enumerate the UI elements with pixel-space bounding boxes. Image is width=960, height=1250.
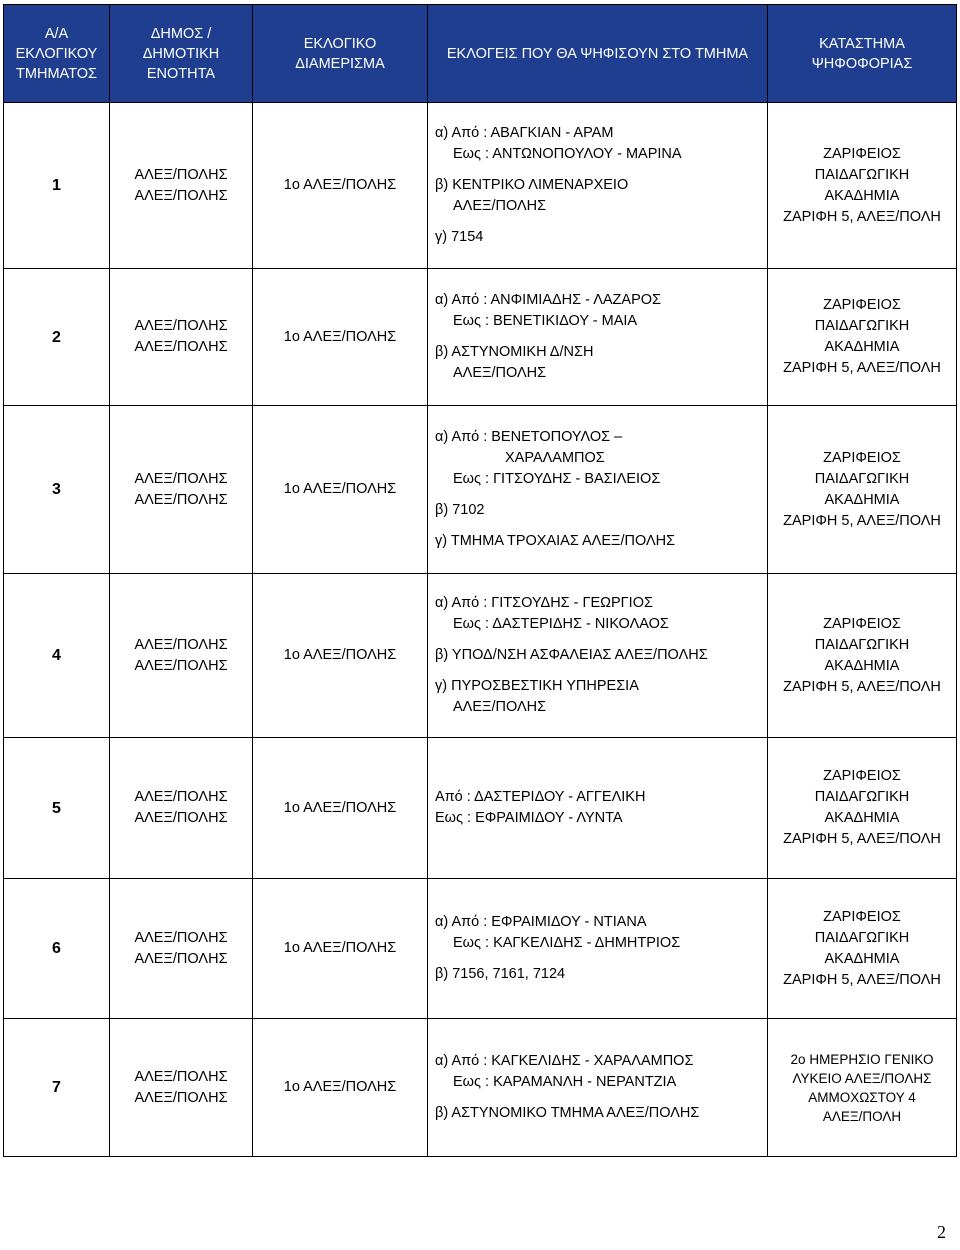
header-row [4,5,957,103]
store-cell: 2ο ΗΜΕΡΗΣΙΟ ΓΕΝΙΚΟ ΛΥΚΕΙΟ ΑΛΕΞ/ΠΟΛΗΣ ΑΜΜΟΧΩΣΤΟΥ 4 ΑΛΕΞ/ΠΟΛΗ [768,1019,957,1157]
dimos-cell: ΑΛΕΞ/ΠΟΛΗΣ ΑΛΕΞ/ΠΟΛΗΣ [110,1019,253,1157]
diamerisma-cell: 1ο ΑΛΕΞ/ΠΟΛΗΣ [253,406,428,574]
dimos-cell: ΑΛΕΞ/ΠΟΛΗΣ ΑΛΕΞ/ΠΟΛΗΣ [110,269,253,406]
dimos-cell: ΑΛΕΞ/ΠΟΛΗΣ ΑΛΕΞ/ΠΟΛΗΣ [110,574,253,738]
page-number: 2 [937,1222,946,1242]
header-voters: ΕΚΛΟΓΕΙΣ ΠΟΥ ΘΑ ΨΗΦΙΣΟΥΝ ΣΤΟ ΤΜΗΜΑ [428,5,768,103]
voters-cell: Από : ΔΑΣΤΕΡΙΔΟΥ - ΑΓΓΕΛΙΚΗ Εως : ΕΦΡΑΙΜΙΔΟΥ - ΛΥΝΤΑ [428,738,768,879]
header-aa: Α/Α ΕΚΛΟΓΙΚΟΥ ΤΜΗΜΑΤΟΣ [4,5,110,103]
voters-cell: α) Από : ΕΦΡΑΙΜΙΔΟΥ - ΝΤΙΑΝΑ Εως : ΚΑΓΚΕΛΙΔΗΣ - ΔΗΜΗΤΡΙΟΣ β) 7156, 7161, 7124 [428,879,768,1019]
row-number: 5 [4,738,110,879]
table-row [4,738,957,879]
row-number: 6 [4,879,110,1019]
row-number: 3 [4,406,110,574]
row-number: 4 [4,574,110,738]
store-cell: ΖΑΡΙΦΕΙΟΣ ΠΑΙΔΑΓΩΓΙΚΗ ΑΚΑΔΗΜΙΑ ΖΑΡΙΦΗ 5, ΑΛΕΞ/ΠΟΛΗ [768,103,957,269]
voters-cell: α) Από : ΒΕΝΕΤΟΠΟΥΛΟΣ – ΧΑΡΑΛΑΜΠΟΣ Εως : ΓΙΤΣΟΥΔΗΣ - ΒΑΣΙΛΕΙΟΣ β) 7102 γ) ΤΜΗΜΑ ΤΡΟΧΑΙΑΣ ΑΛΕΞ/ΠΟΛΗΣ [428,406,768,574]
store-cell: ΖΑΡΙΦΕΙΟΣ ΠΑΙΔΑΓΩΓΙΚΗ ΑΚΑΔΗΜΙΑ ΖΑΡΙΦΗ 5, ΑΛΕΞ/ΠΟΛΗ [768,406,957,574]
dimos-cell: ΑΛΕΞ/ΠΟΛΗΣ ΑΛΕΞ/ΠΟΛΗΣ [110,738,253,879]
store-cell: ΖΑΡΙΦΕΙΟΣ ΠΑΙΔΑΓΩΓΙΚΗ ΑΚΑΔΗΜΙΑ ΖΑΡΙΦΗ 5, ΑΛΕΞ/ΠΟΛΗ [768,879,957,1019]
dimos-cell: ΑΛΕΞ/ΠΟΛΗΣ ΑΛΕΞ/ΠΟΛΗΣ [110,879,253,1019]
diamerisma-cell: 1ο ΑΛΕΞ/ΠΟΛΗΣ [253,103,428,269]
store-cell: ΖΑΡΙΦΕΙΟΣ ΠΑΙΔΑΓΩΓΙΚΗ ΑΚΑΔΗΜΙΑ ΖΑΡΙΦΗ 5, ΑΛΕΞ/ΠΟΛΗ [768,738,957,879]
store-cell: ΖΑΡΙΦΕΙΟΣ ΠΑΙΔΑΓΩΓΙΚΗ ΑΚΑΔΗΜΙΑ ΖΑΡΙΦΗ 5, ΑΛΕΞ/ΠΟΛΗ [768,269,957,406]
header-store: ΚΑΤΑΣΤΗΜΑ ΨΗΦΟΦΟΡΙΑΣ [768,5,957,103]
table-row [4,1019,957,1157]
diamerisma-cell: 1ο ΑΛΕΞ/ΠΟΛΗΣ [253,879,428,1019]
store-cell: ΖΑΡΙΦΕΙΟΣ ΠΑΙΔΑΓΩΓΙΚΗ ΑΚΑΔΗΜΙΑ ΖΑΡΙΦΗ 5, ΑΛΕΞ/ΠΟΛΗ [768,574,957,738]
row-number: 1 [4,103,110,269]
dimos-cell: ΑΛΕΞ/ΠΟΛΗΣ ΑΛΕΞ/ΠΟΛΗΣ [110,406,253,574]
polling-table [3,4,957,1157]
table-row [4,879,957,1019]
voters-cell: α) Από : ΑΝΦΙΜΙΑΔΗΣ - ΛΑΖΑΡΟΣ Εως : ΒΕΝΕΤΙΚΙΔΟΥ - ΜΑΙΑ β) ΑΣΤΥΝΟΜΙΚΗ Δ/ΝΣΗ ΑΛΕΞ/ΠΟΛΗΣ [428,269,768,406]
header-dimos: ΔΗΜΟΣ / ΔΗΜΟΤΙΚΗ ΕΝΟΤΗΤΑ [110,5,253,103]
table-row [4,406,957,574]
row-number: 7 [4,1019,110,1157]
diamerisma-cell: 1ο ΑΛΕΞ/ΠΟΛΗΣ [253,574,428,738]
voters-cell: α) Από : ΑΒΑΓΚΙΑΝ - ΑΡΑΜ Εως : ΑΝΤΩΝΟΠΟΥΛΟΥ - ΜΑΡΙΝΑ β) ΚΕΝΤΡΙΚΟ ΛΙΜΕΝΑΡΧΕΙΟ ΑΛΕΞ/ΠΟΛΗΣ γ) 7154 [428,103,768,269]
diamerisma-cell: 1ο ΑΛΕΞ/ΠΟΛΗΣ [253,738,428,879]
diamerisma-cell: 1ο ΑΛΕΞ/ΠΟΛΗΣ [253,1019,428,1157]
table-row [4,574,957,738]
voters-cell: α) Από : ΓΙΤΣΟΥΔΗΣ - ΓΕΩΡΓΙΟΣ Εως : ΔΑΣΤΕΡΙΔΗΣ - ΝΙΚΟΛΑΟΣ β) ΥΠΟΔ/ΝΣΗ ΑΣΦΑΛΕΙΑΣ ΑΛΕΞ/ΠΟΛΗΣ γ) ΠΥΡΟΣΒΕΣΤΙΚΗ ΥΠΗΡΕΣΙΑ ΑΛΕΞ/ΠΟΛΗΣ [428,574,768,738]
header-diamerisma: ΕΚΛΟΓΙΚΟ ΔΙΑΜΕΡΙΣΜΑ [253,5,428,103]
diamerisma-cell: 1ο ΑΛΕΞ/ΠΟΛΗΣ [253,269,428,406]
table-row [4,269,957,406]
dimos-cell: ΑΛΕΞ/ΠΟΛΗΣ ΑΛΕΞ/ΠΟΛΗΣ [110,103,253,269]
table-row [4,103,957,269]
voters-cell: α) Από : ΚΑΓΚΕΛΙΔΗΣ - ΧΑΡΑΛΑΜΠΟΣ Εως : ΚΑΡΑΜΑΝΛΗ - ΝΕΡΑΝΤΖΙΑ β) ΑΣΤΥΝΟΜΙΚΟ ΤΜΗΜΑ ΑΛΕΞ/ΠΟΛΗΣ [428,1019,768,1157]
row-number: 2 [4,269,110,406]
